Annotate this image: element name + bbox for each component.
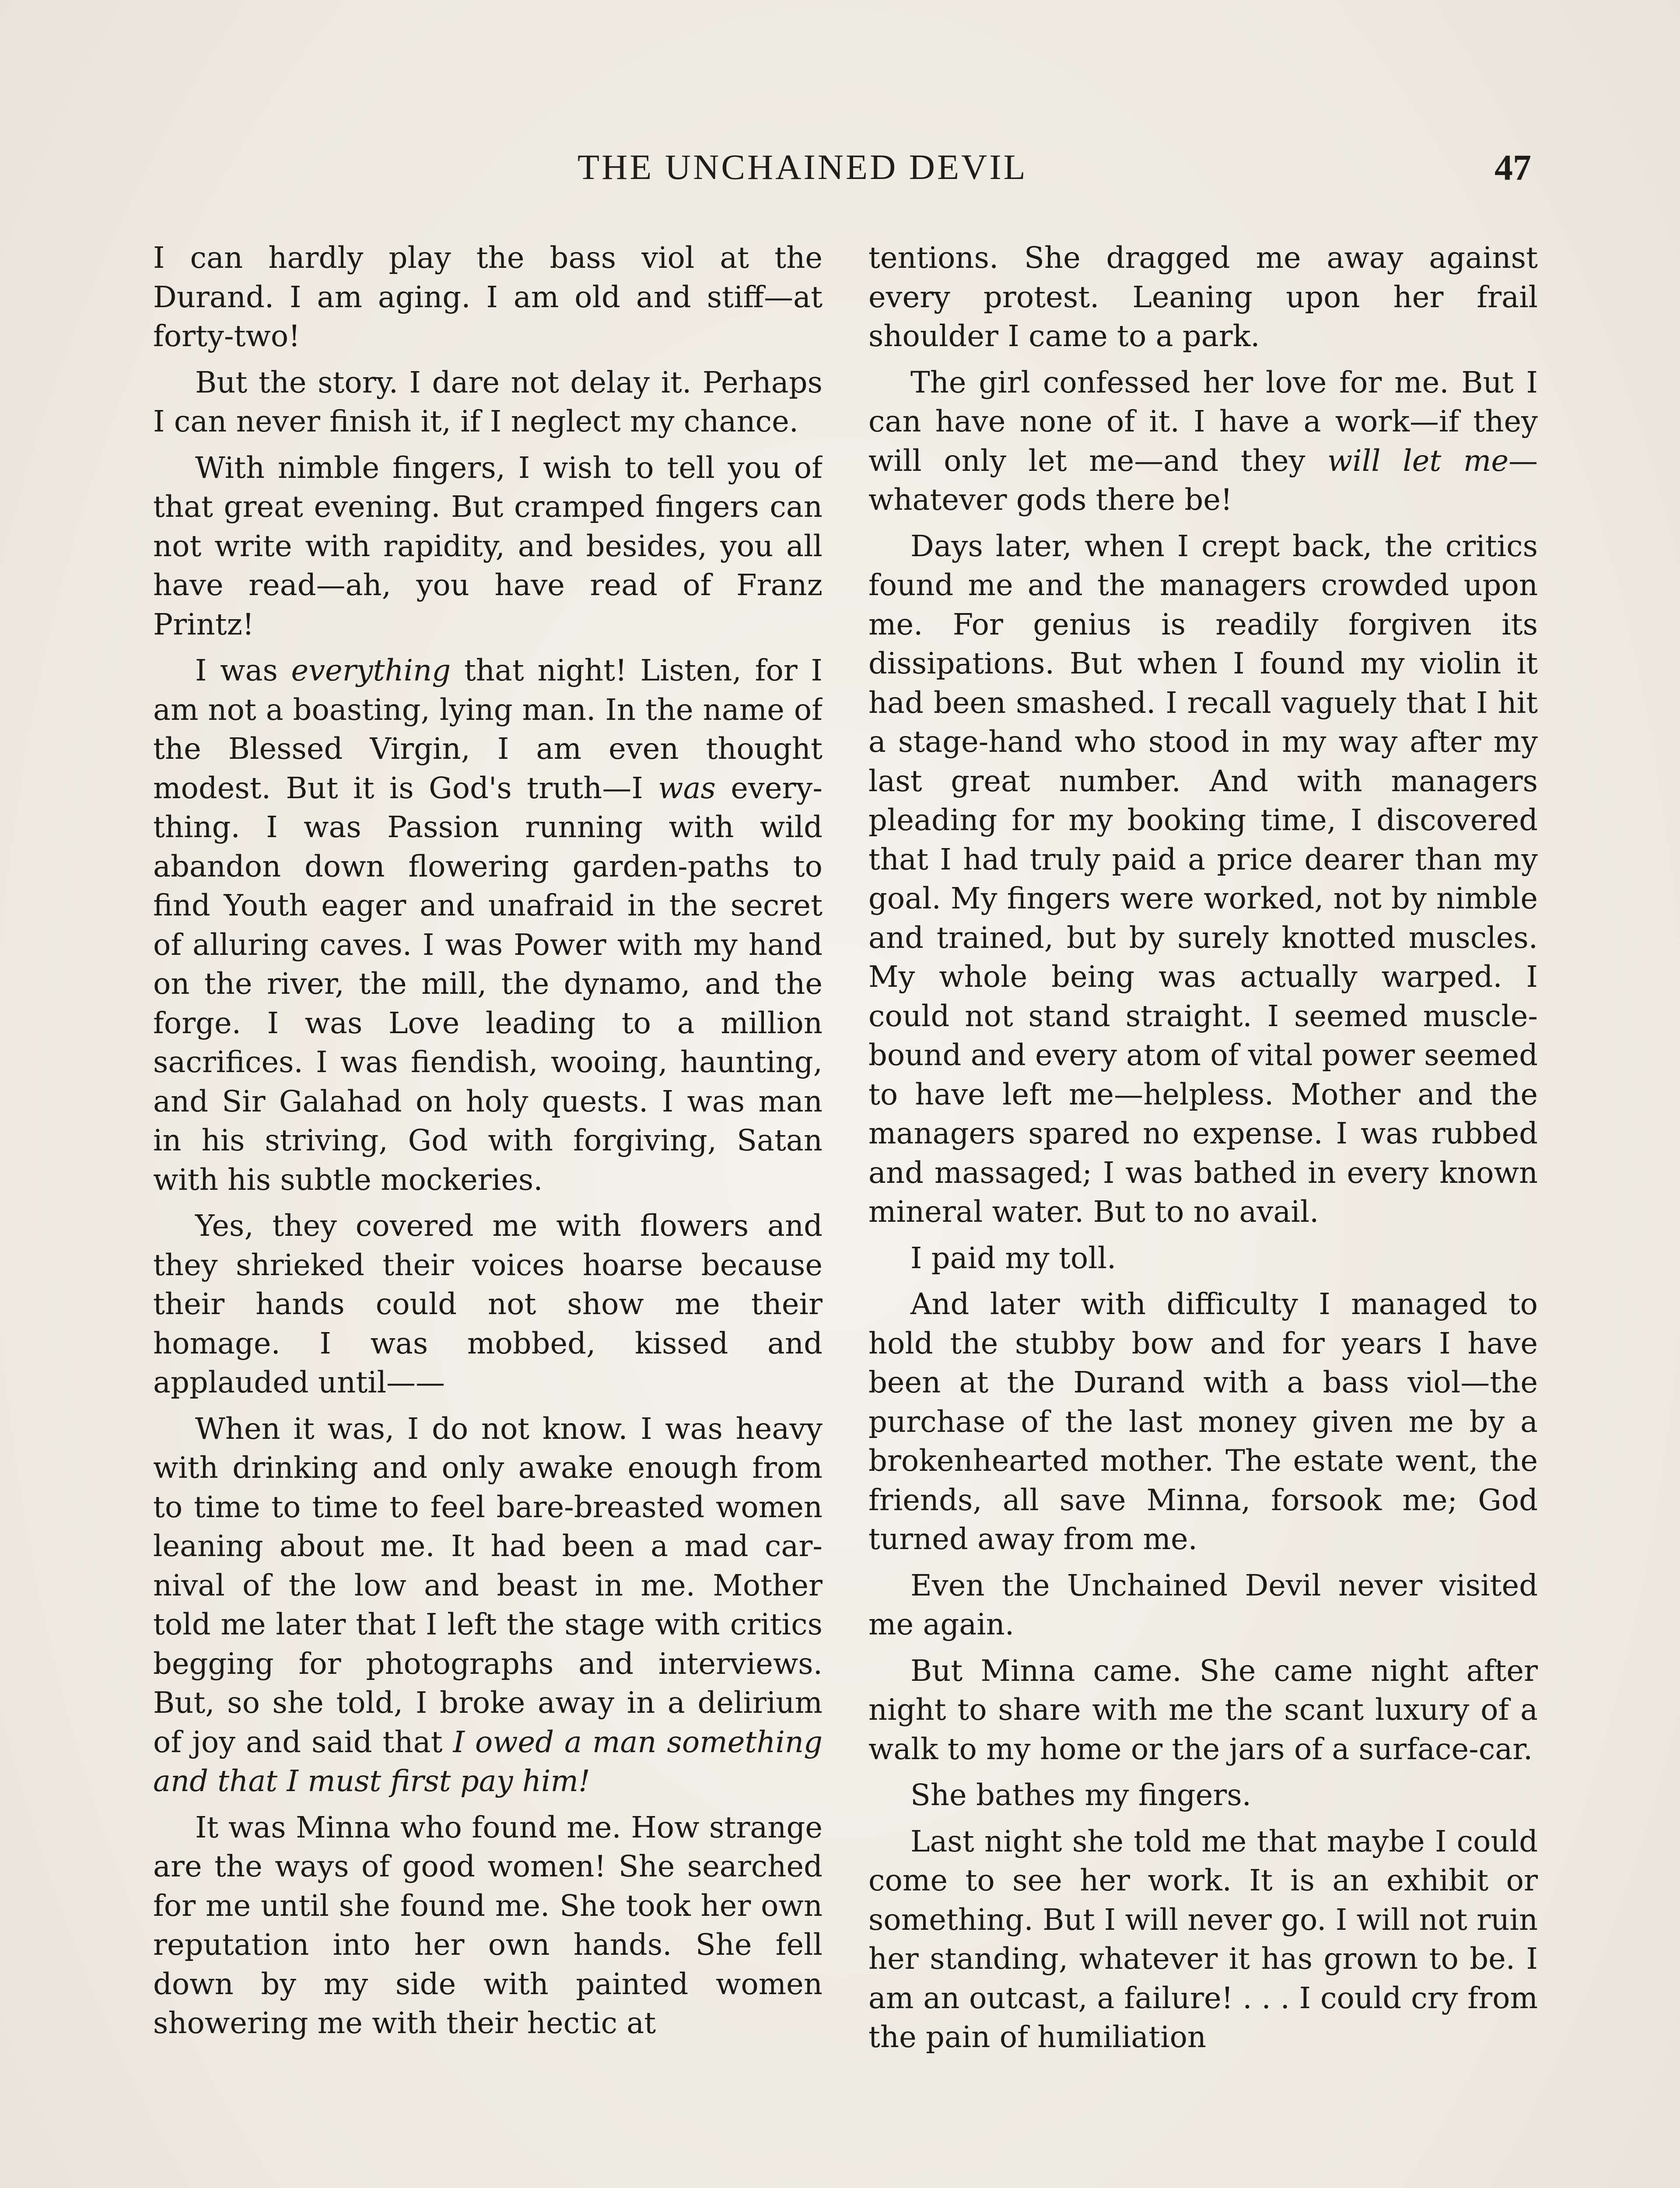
- paragraph: [868, 1566, 1538, 1645]
- text-run: And later with difficulty I managed to hold the stubby bow and for years I have been at the Durand with a bass viol—the purchase of the last money given me by a brokenhearted mother. The estate went, the friends, all save Minna, forsook me; God turned away from me.: [868, 1287, 1538, 1556]
- text-run: I was: [195, 653, 291, 687]
- continued-paragraph: [153, 238, 822, 356]
- italic-text: I owed a man something and that I must first pay him!: [153, 1725, 822, 1798]
- text-run: tentions. She dragged me away against every protest. Leaning upon her frail shoulder I came to a park.: [868, 241, 1538, 353]
- continued-paragraph: [868, 238, 1538, 356]
- right-text-column: [868, 238, 1538, 2188]
- text-run: But Minna came. She came night after night to share with me the scant luxury of a walk to my home or the jars of a surface-car.: [868, 1653, 1538, 1766]
- text-run: I paid my toll.: [910, 1241, 1116, 1275]
- text-run: Even the Unchained Devil never visited me again.: [868, 1568, 1538, 1641]
- italic-text: will let me: [1327, 443, 1508, 478]
- text-run: She bathes my fingers.: [910, 1778, 1252, 1812]
- text-run: I can hardly play the bass viol at the Durand. I am aging. I am old and stiff—at forty-two!: [153, 241, 822, 353]
- text-run: But the story. I dare not delay it. Perhaps I can never finish it, if I neglect my chance.: [153, 365, 822, 438]
- italic-text: everything: [291, 653, 451, 687]
- running-head: [149, 147, 1531, 195]
- left-text-column: [153, 238, 822, 2188]
- text-run: When it was, I do not know. I was heavy with drinking and only awake enough from to time to time to feel bare-breasted women leaning about me. It had been a mad carnival of the low and beast in me. Mother told me later that I left the stage with critics begging for photographs and interviews. But, so she told, I broke away in a delirium of joy and said that: [153, 1411, 822, 1759]
- paragraph: [868, 1776, 1538, 1815]
- paragraph: [153, 1808, 822, 2043]
- paragraph: [153, 449, 822, 645]
- paragraph: [153, 1206, 822, 1403]
- text-run: With nimble fingers, I wish to tell you of that great evening. But cramped fingers can not write with rapidity, and besides, you all have read—ah, you have read of Franz Printz!: [153, 450, 822, 642]
- running-title: THE UNCHAINED DEVIL: [578, 147, 1028, 187]
- paragraph: [153, 1410, 822, 1801]
- paragraph: [868, 1822, 1538, 2057]
- text-run: Last night she told me that maybe I could come to see her work. It is an exhibit or something. But I will never go. I will not ruin her standing, whatever it has grown to be. I am an outcast, a failure! . . . I could cry from the pain of humiliation: [868, 1824, 1538, 2054]
- text-run: It was Minna who found me. How strange are the ways of good women! She searched for me until she found me. She took her own reputation into her own hands. She fell down by my side with painted women showering me with their hectic at: [153, 1810, 822, 2040]
- text-run: The girl confessed her love for me. But I can have none of it. I have a work—if they will only let me—and they: [868, 365, 1538, 478]
- text-run: Yes, they covered me with flowers and they shrieked their voices hoarse because their hands could not show me their homage. I was mobbed, kissed and applauded until——: [153, 1209, 822, 1399]
- paragraph: [153, 651, 822, 1199]
- paragraph: [868, 527, 1538, 1232]
- paragraph: [868, 363, 1538, 520]
- paragraph: [868, 1239, 1538, 1278]
- text-run: everything. I was Passion running with wild abandon down flowering garden-paths to find Youth eager and unafraid in the secret of alluring caves. I was Power with my hand on the river, the mill, the dynamo, and the forge. I was Love leading to a million sacrifices. I was fiendish, wooing, haunting, and Sir Galahad on holy quests. I was man in his striving, God with forgiving, Satan with his subtle mockeries.: [153, 771, 822, 1197]
- paragraph: [868, 1285, 1538, 1559]
- text-run: —whatever gods there be!: [868, 443, 1538, 517]
- text-run: Days later, when I crept back, the critics found me and the managers crowded upon me. For genius is readily forgiven its dissipations. But when I found my violin it had been smashed. I recall vaguely that I hit a stage-hand who stood in my way after my last great number. And with managers pleading for my booking time, I discovered that I had truly paid a price dearer than my goal. My fingers were worked, not by nimble and trained, but by surely knotted muscles. My whole being was actually warped. I could not stand straight. I seemed musclebound and every atom of vital power seemed to have left me—helpless. Mother and the managers spared no expense. I was rubbed and massaged; I was bathed in every known mineral water. But to no avail.: [868, 529, 1538, 1229]
- text-run: that night! Listen, for I am not a boasting, lying man. In the name of the Blessed Virgin, I am even thought modest. But it is God's truth—I: [153, 653, 822, 805]
- italic-text: was: [658, 771, 716, 805]
- paragraph: [153, 363, 822, 442]
- paragraph: [868, 1652, 1538, 1769]
- page-number: 47: [1494, 147, 1531, 188]
